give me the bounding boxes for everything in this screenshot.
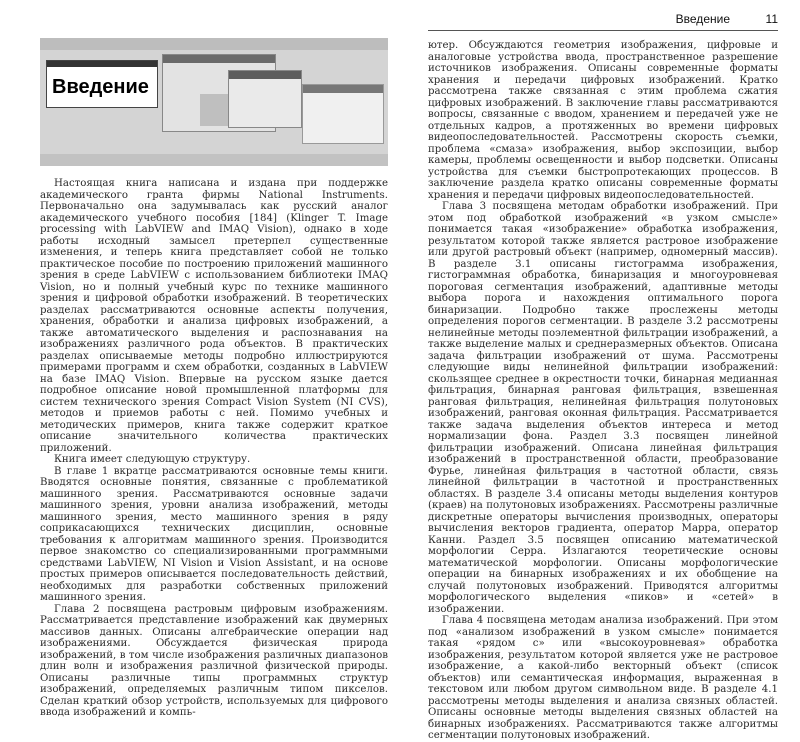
paragraph: Книга имеет следующую структуру. bbox=[54, 454, 251, 465]
page-number: 11 bbox=[765, 12, 778, 26]
right-column bbox=[428, 40, 778, 742]
paragraph: В главе 1 вкратце рассматриваются основные темы книги. Вводятся основные понятия, связанные с проблематикой машинного зрения. Рассматриваются основные задачи машинного зрения, уровни анализа изображений, методы машинного зрения, место машинного зрения в ряду соприкасающихся технических дисциплин, основные требования к алгоритмам машинного зрения. Производится первое знакомство со специализированными программными средствами LabVIEW, NI Vision и Vision Assistant, и на основе простых примеров описывается последовательность действий, необходимых для разработки собственных приложений машинного зрения. bbox=[40, 465, 388, 603]
running-head-title: Введение bbox=[675, 12, 730, 26]
banner-window-small bbox=[228, 70, 302, 128]
running-head bbox=[428, 10, 778, 31]
paragraph: Глава 3 посвящена методам обработки изображений. При этом под обработкой изображений «в узком смысле» понимается такая «изображение» обработка изображения, результатом которой также является растровое изображение или другой растровый объект (например, одномерный массив). В разделе 3.1 описаны гистограмма изображения, гистограммная обработка, бинаризация и многоуровневая пороговая сегментация изображений, адаптивные методы выбора порога и нахождения оптимального порога бинаризации. Подробно также прослежены методы определения порогов сегментации. В разделе 3.2 рассмотрены нелинейные методы поэлементной фильтрации изображений, а также выделение малых и среднеразмерных объектов. Описана задача фильтрации изображений от шума. Рассмотрены следующие виды нелинейной фильтрации изображений: скользящее среднее в окрестности точки, бинарная медианная фильтрация, бинарная ранговая фильтрация, взвешенная ранговая фильтрация, нелинейная фильтрация полутоновых изображений, ранговая оконная фильтрация. Рассматривается также задача выделения объектов интереса и метод нормализации фона. Раздел 3.3 посвящен линейной фильтрации изображений. Описана линейная фильтрация изображений в пространственной области, преобразование Фурье, линейная фильтрация в частотной области, связь линейной фильтрации в частотной и пространственных областях. В разделе 3.4 описаны методы выделения контуров (краев) на полутоновых изображениях. Рассмотрены различные дискретные операторы вычисления производных, операторы вычисления векторов градиента, оператор Марра, оператор Канни. Раздел 3.5 посвящен описанию математической морфологии Серра. Излагаются теоретические основы математической морфологии. Описаны морфологические операции на бинарных изображениях и их обобщение на случай полутоновых изображений. Приводятся алгоритмы морфологического выделения «пиков» и «сетей» в изображении. bbox=[428, 201, 778, 615]
paragraph: Настоящая книга написана и издана при поддержке академического гранта фирмы National Instruments. Первоначально она задумывалась как русский аналог академического учебного пособия [184] (Klinger T. Image processing with LabVIEW and IMAQ Vision), однако в ходе работы исходный замысел претерпел существенные изменения, и теперь книга представляет собой не только практическое пособие по построению приложений машинного зрения в среде LabVIEW с использованием библиотеки IMAQ Vision, но и полный учебный курс по технике машинного зрения и цифровой обработки изображений. В теоретических разделах рассматриваются основные аспекты получения, хранения, обработки и анализа цифровых изображений, а также автоматического выделения и распознавания на изображениях различного рода объектов. В практических разделах описываемые методы подробно иллюстрируются примерами программ и схем обработки, созданных в LabVIEW на базе IMAQ Vision. Впервые на русском языке дается подробное описание новой промышленной платформы для систем технического зрения Compact Vision System (NI CVS), методов и приемов работы с ней. Помимо учебных и методических примеров, книга также содержит краткое описание значительного количества практических приложений. bbox=[40, 178, 388, 454]
banner-window-right bbox=[302, 84, 384, 144]
chapter-title: Введение bbox=[52, 76, 149, 98]
paragraph: Глава 2 посвящена растровым цифровым изображениям. Рассматривается представление изображений как двумерных массивов данных. Описаны алгебраические операции над изображениями. Обсуждается физическая природа изображений, в том числе изображения различных диапазонов длин волн и изображения различной физической природы. Описаны различные типы программных структур изображений, определяемых различным типом пикселов. Сделан краткий обзор устройств, используемых для цифрового ввода изображений и компь- bbox=[40, 603, 388, 718]
left-column bbox=[40, 178, 388, 719]
banner-strip-bottom bbox=[40, 154, 388, 166]
banner-strip-top bbox=[40, 38, 388, 50]
paragraph: Глава 4 посвящена методам анализа изображений. При этом под «анализом изображений в узком смысле» понимается такая «рядом с» или «высокоуровневая» обработка изображения, результатом которой является уже не растровое изображение, а какой-либо векторный объект (список объектов) или семантическая информация, выраженная в текстовом или любом другом символьном виде. В разделе 4.1 рассмотрены методы выделения и анализа связных областей. Описаны основные методы выделения связных областей на бинарных изображениях. Рассматриваются также алгоритмы сегментации полутоновых изображений. bbox=[428, 615, 778, 741]
paragraph: ютер. Обсуждаются геометрия изображения, цифровые и аналоговые устройства ввода, пространственное разрешение источников изображения. Описаны современные форматы хранения и передачи цифровых изображений. Кратко рассмотрена также связанная с этим проблема сжатия цифровых изображений. В заключение главы рассматриваются вопросы, связанные с вводом, хранением и передачей уже не отдельных кадров, а протяженных во времени цифровых видеопоследовательностей. Рассмотрены скорость съемки, проблема «смаза» изображения, выбор экспозиции, выбор камеры, проблемы освещенности и выбор подсветки. Описаны устройства для съемки быстропротекающих процессов. В заключение раздела кратко описаны современные форматы хранения и передачи цифровых видеопоследовательностей. bbox=[428, 40, 778, 201]
